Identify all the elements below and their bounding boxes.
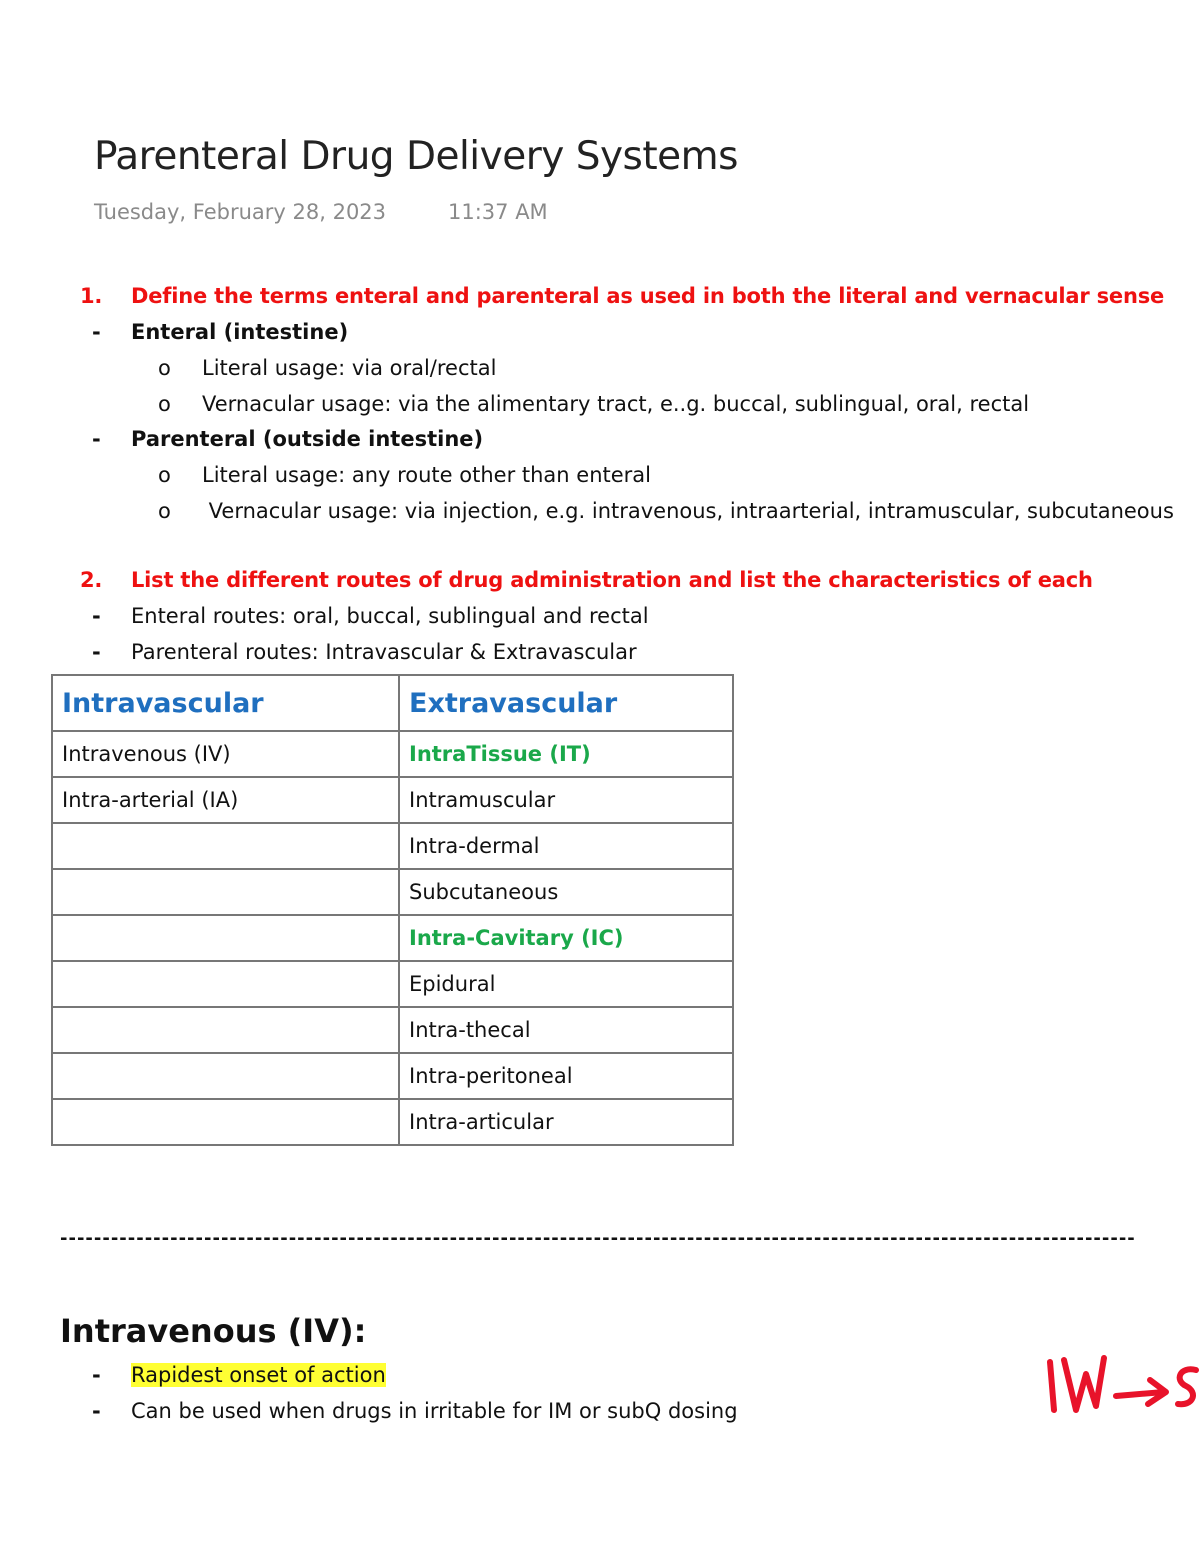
table-cell: Intravenous (IV)	[52, 731, 399, 777]
enteral-literal: Literal usage: via oral/rectal	[202, 356, 497, 380]
question-1-text: Define the terms enteral and parenteral as used in both the literal and vernacular sense	[131, 284, 1165, 308]
list-dash: -	[92, 640, 101, 664]
table-cell: Intramuscular	[399, 777, 733, 823]
table-cell: Intra-thecal	[399, 1007, 733, 1053]
table-cell: Intra-dermal	[399, 823, 733, 869]
header-intravascular: Intravascular	[52, 675, 399, 731]
table-cell	[52, 915, 399, 961]
section-divider: -------------------------------------------------------------------------------------------------------------------------------	[60, 1228, 1136, 1249]
enteral-vernacular: Vernacular usage: via the alimentary tract, e..g. buccal, sublingual, oral, rectal	[202, 392, 1030, 416]
table-row	[52, 823, 733, 869]
list-dash: -	[92, 427, 101, 451]
list-dash: -	[92, 1363, 101, 1387]
iv-item-irritable: Can be used when drugs in irritable for IM or subQ dosing	[131, 1399, 738, 1423]
parenteral-vernacular: Vernacular usage: via injection, e.g. intravenous, intraarterial, intramuscular, subcutaneous	[202, 499, 1174, 523]
table-row	[52, 1007, 733, 1053]
table-cell	[52, 1099, 399, 1145]
question-2-number: 2.	[80, 568, 103, 592]
parenteral-literal: Literal usage: any route other than enteral	[202, 463, 651, 487]
list-bullet: o	[158, 392, 171, 416]
page-time: 11:37 AM	[448, 200, 548, 224]
table-cell	[52, 1053, 399, 1099]
enteral-label: Enteral (intestine)	[131, 320, 349, 344]
table-cell	[52, 961, 399, 1007]
table-cell	[52, 823, 399, 869]
table-row	[52, 961, 733, 1007]
table-cell: Epidural	[399, 961, 733, 1007]
table-cell: IntraTissue (IT)	[399, 731, 733, 777]
handwritten-annotation	[1040, 1348, 1200, 1428]
list-dash: -	[92, 1399, 101, 1423]
parenteral-label: Parenteral (outside intestine)	[131, 427, 484, 451]
table-row	[52, 777, 733, 823]
iv-heading: Intravenous (IV):	[60, 1312, 367, 1350]
table-row	[52, 915, 733, 961]
list-bullet: o	[158, 463, 171, 487]
list-bullet: o	[158, 499, 171, 523]
question-2-text: List the different routes of drug administration and list the characteristics of each	[131, 568, 1093, 592]
list-bullet: o	[158, 356, 171, 380]
table-cell	[52, 1007, 399, 1053]
list-dash: -	[92, 604, 101, 628]
table-cell: Intra-Cavitary (IC)	[399, 915, 733, 961]
table-cell: Intra-articular	[399, 1099, 733, 1145]
table-row	[52, 1053, 733, 1099]
list-dash: -	[92, 320, 101, 344]
table-cell: Subcutaneous	[399, 869, 733, 915]
routes-table	[51, 674, 734, 1146]
question-1-number: 1.	[80, 284, 103, 308]
page-date: Tuesday, February 28, 2023	[94, 200, 387, 224]
iv-item-onset	[131, 1363, 386, 1387]
table-header-row	[52, 675, 733, 731]
page-title: Parenteral Drug Delivery Systems	[94, 134, 738, 179]
highlighted-text: Rapidest onset of action	[131, 1363, 386, 1387]
table-row	[52, 731, 733, 777]
table-cell: Intra-peritoneal	[399, 1053, 733, 1099]
table-row	[52, 1099, 733, 1145]
table-cell: Intra-arterial (IA)	[52, 777, 399, 823]
table-cell	[52, 869, 399, 915]
table-row	[52, 869, 733, 915]
header-extravascular: Extravascular	[399, 675, 733, 731]
enteral-routes: Enteral routes: oral, buccal, sublingual and rectal	[131, 604, 649, 628]
parenteral-routes: Parenteral routes: Intravascular & Extravascular	[131, 640, 637, 664]
